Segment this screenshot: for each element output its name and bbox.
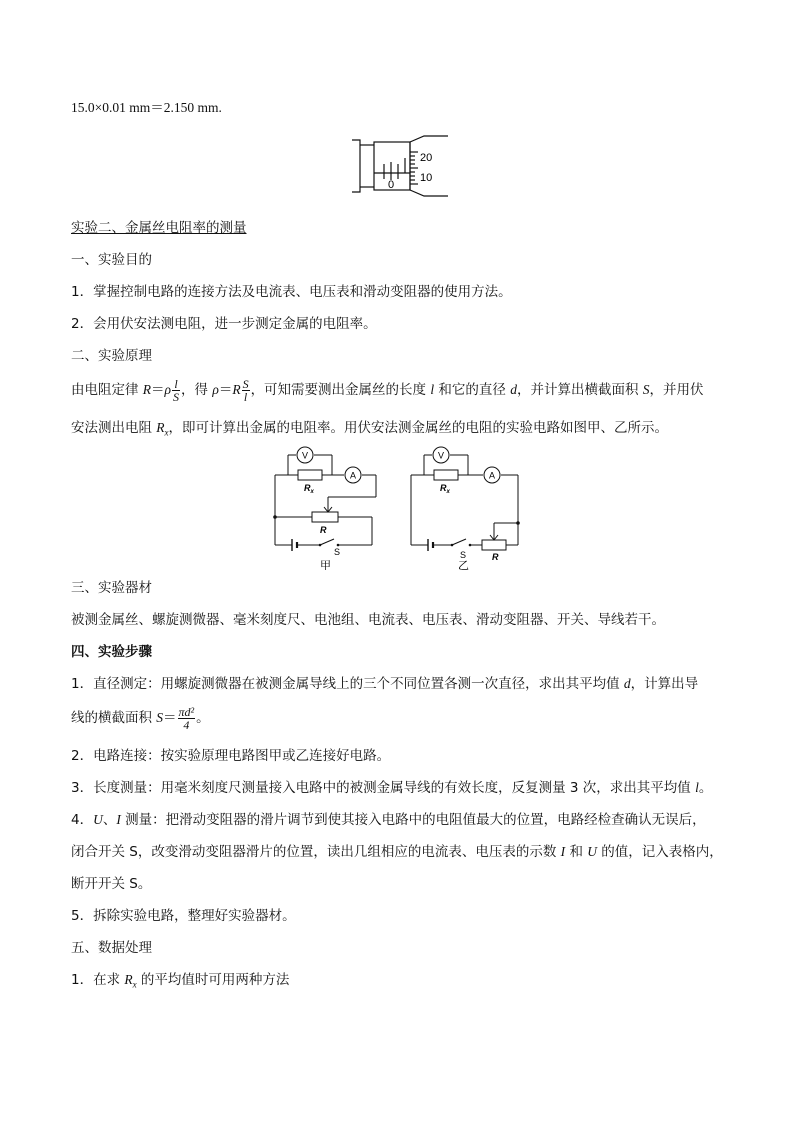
var-I: I (560, 844, 566, 859)
voltmeter-label: V (302, 450, 309, 461)
switch-blade (452, 539, 466, 545)
step-5: 5．拆除实验电路，整理好实验器材。 (71, 908, 296, 924)
circuit-diagram-jia (268, 445, 388, 570)
var-rho: ρ (212, 382, 219, 397)
principle-paragraph-line-2 (71, 418, 668, 443)
switch-label: S (460, 550, 467, 560)
var-d: d (510, 382, 517, 397)
var-R: R (124, 972, 133, 987)
text-span: ，可知需要测出金属丝的长度 (250, 382, 431, 398)
rheostat (482, 540, 506, 550)
text-span: 、 (102, 812, 117, 828)
top-line: 15.0×0.01 mm＝2.150 mm. (71, 100, 222, 115)
fraction-numerator: l (172, 378, 180, 391)
step-3 (71, 778, 712, 798)
text-span: 。 (196, 710, 210, 726)
principle-heading: 二、实验原理 (71, 348, 152, 364)
micrometer-thimble-top (410, 136, 448, 142)
text-span: 。 (698, 780, 713, 796)
text-span: ，得 (181, 382, 213, 398)
purpose-item-2: 2．会用伏安法测电阻，进一步测定金属的电阻率。 (71, 316, 377, 332)
text-span: ＝ (218, 382, 233, 398)
fraction-l-over-S (172, 378, 180, 403)
var-I: I (116, 812, 121, 827)
micrometer-label-10: 10 (420, 172, 433, 184)
resistor-rx (434, 470, 458, 480)
equipment-text: 被测金属丝、螺旋测微器、毫米刻度尺、电池组、电流表、电压表、滑动变阻器、开关、导线若干。 (71, 612, 665, 628)
micrometer-figure (352, 130, 448, 202)
fraction-denominator: l (243, 389, 248, 404)
data-processing-heading: 五、数据处理 (71, 940, 152, 956)
text-span: 闭合开关 S，改变滑动变阻器滑片的位置，读出几组相应的电流表、电压表的示数 (71, 844, 561, 860)
text-span: ，并用伏 (649, 382, 704, 398)
text-span: ，计算出导 (630, 676, 699, 692)
fraction-numerator: πd² (178, 704, 195, 719)
step-1-label: 1．直径测定： (71, 676, 161, 692)
rheostat-label: R (320, 525, 327, 535)
var-R: R (156, 420, 165, 435)
text-span: 由电阻定律 (71, 382, 143, 398)
fraction-numerator: S (242, 376, 249, 391)
var-d: d (623, 676, 631, 691)
resistor-label-sub: x (446, 489, 450, 495)
fraction-S-over-l (242, 378, 250, 403)
var-S: S (156, 710, 164, 725)
text-span: ＝ (151, 382, 165, 398)
switch-blade (320, 539, 334, 545)
step-1-line-2 (71, 703, 210, 733)
var-R: R (142, 382, 152, 397)
var-U: U (587, 844, 597, 859)
voltmeter-label: V (438, 450, 445, 461)
caption-yi: 乙 (458, 560, 469, 570)
purpose-item-1: 1．掌握控制电路的连接方法及电流表、电压表和滑动变阻器的使用方法。 (71, 284, 512, 300)
micrometer-anvil (352, 140, 360, 192)
steps-heading: 四、实验步骤 (71, 644, 152, 660)
principle-paragraph-line-1 (71, 376, 704, 404)
var-R: R (232, 382, 241, 397)
circuit-diagram-yi (406, 445, 531, 570)
resistor-rx (298, 470, 322, 480)
resistor-label (304, 483, 315, 495)
text-span: 和它的直径 (434, 382, 511, 398)
fraction-pi-d2-over-4 (178, 706, 196, 731)
rheostat (312, 512, 338, 522)
text-span: 测量： (120, 812, 166, 828)
step-4-line-3: 断开开关 S。 (71, 876, 152, 892)
fraction-denominator: 4 (183, 717, 190, 732)
subscript-x: x (132, 979, 137, 990)
purpose-heading: 一、实验目的 (71, 252, 152, 268)
var-l: l (430, 382, 435, 397)
ammeter-label: A (489, 470, 496, 481)
micrometer-label-0: 0 (388, 179, 395, 191)
switch-label: S (334, 547, 341, 557)
data-processing-item-1 (71, 970, 289, 995)
micrometer-label-20: 20 (420, 152, 433, 164)
text-span: 用螺旋测微器在被测金属导线上的三个不同位置各测一次直径，求出其平均值 (160, 676, 624, 692)
var-rho: ρ (164, 382, 172, 397)
text-span: 的值，记入表格内， (597, 844, 723, 860)
text-span: 把滑动变阻器的滑片调节到使其接入电路中的电阻值最大的位置，电路经检查确认无误后， (165, 812, 706, 828)
caption-jia: 甲 (320, 560, 331, 570)
text-span: ，即可计算出金属的电阻率。用伏安法测金属丝的电阻的实验电路如图甲、乙所示。 (168, 420, 669, 436)
fraction-denominator: S (173, 389, 180, 404)
step-4-line-2 (71, 842, 723, 862)
text-span: 和 (565, 844, 588, 860)
var-U: U (93, 812, 103, 827)
text-span: 用毫米刻度尺测量接入电路中的被测金属导线的有效长度，反复测量 3 次，求出其平均值 (160, 780, 696, 796)
equipment-heading: 三、实验器材 (71, 580, 152, 596)
text-span: ＝ (163, 710, 177, 726)
text-span: 的平均值时可用两种方法 (136, 972, 290, 988)
step-2-label: 2．电路连接： (71, 748, 161, 764)
resistor-label (440, 483, 451, 495)
var-l: l (695, 780, 699, 795)
rheostat-label: R (492, 552, 499, 562)
section-title: 实验二、金属丝电阻率的测量 (71, 220, 247, 236)
text-span: 按实验原理电路图甲或乙连接好电路。 (160, 748, 391, 764)
micrometer-thimble-bottom (410, 190, 448, 196)
text-span: 线的横截面积 (71, 710, 157, 726)
text-span: ，并计算出横截面积 (516, 382, 643, 398)
step-1-line-1 (71, 674, 698, 694)
step-4-label: 4． (71, 812, 94, 828)
var-S: S (642, 382, 650, 397)
step-2 (71, 746, 390, 766)
text-span: 1．在求 (71, 972, 125, 988)
step-4-line-1 (71, 810, 706, 830)
text-span: 安法测出电阻 (71, 420, 157, 436)
resistor-label-sub: x (310, 489, 314, 495)
resistor-label-main: R (304, 483, 311, 493)
ammeter-label: A (350, 470, 357, 481)
resistor-label-main: R (440, 483, 447, 493)
subscript-x: x (164, 427, 169, 438)
step-3-label: 3．长度测量： (71, 780, 161, 796)
